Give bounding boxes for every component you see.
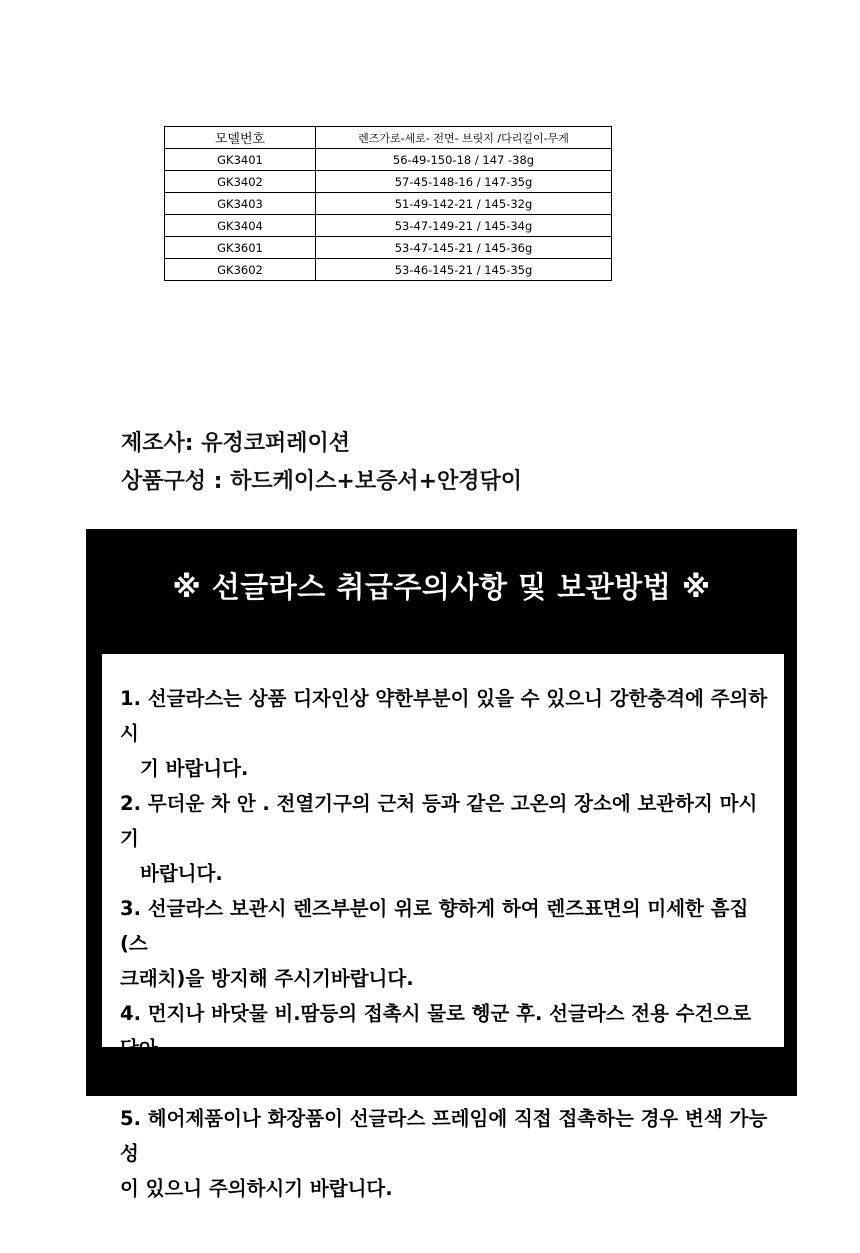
cell-spec: 51-49-142-21 / 145-32g	[316, 193, 612, 215]
table-row	[165, 259, 612, 281]
care-item-line: 기 바랍니다.	[140, 757, 249, 780]
manufacturer-line: 제조사: 유정코퍼레이션	[121, 431, 350, 456]
care-item-line: 5. 헤어제품이나 화장품이 선글라스 프레임에 직접 접촉하는 경우 변색 가능성	[120, 1107, 768, 1165]
cell-spec: 53-46-145-21 / 145-35g	[316, 259, 612, 281]
care-item	[120, 681, 770, 786]
care-panel	[86, 529, 797, 1200]
care-instructions-box	[102, 654, 784, 1200]
cell-model: GK3402	[165, 171, 316, 193]
cell-spec: 57-45-148-16 / 147-35g	[316, 171, 612, 193]
table-row	[165, 149, 612, 171]
care-item-line: 1. 선글라스는 상품 디자인상 약한부분이 있을 수 있으니 강한충격에 주의하시	[120, 687, 768, 745]
cell-model: GK3403	[165, 193, 316, 215]
cell-spec: 53-47-145-21 / 145-36g	[316, 237, 612, 259]
care-item	[120, 786, 770, 891]
table-row	[165, 215, 612, 237]
care-item-line: 주시기 바랍니다.	[120, 1072, 267, 1095]
care-item-line: 4. 먼지나 바닷물 비.땀등의 접촉시 물로 헹군 후. 선글라스 전용 수건으로 닦아	[120, 1002, 752, 1060]
cell-model: GK3401	[165, 149, 316, 171]
care-item-line: 이 있으니 주의하시기 바랍니다.	[120, 1177, 393, 1200]
care-title: ※ 선글라스 취급주의사항 및 보관방법 ※	[172, 570, 711, 604]
cell-model: GK3601	[165, 237, 316, 259]
cell-model: GK3602	[165, 259, 316, 281]
cell-spec: 53-47-149-21 / 145-34g	[316, 215, 612, 237]
spec-table	[164, 126, 612, 281]
table-row	[165, 193, 612, 215]
care-item-line: 크래치)을 방지해 주시기바랍니다.	[120, 967, 414, 990]
care-item-line: 2. 무더운 차 안 . 전열기구의 근처 등과 같은 고온의 장소에 보관하지 마시기	[120, 792, 758, 850]
table-row	[165, 237, 612, 259]
care-item	[120, 1101, 770, 1206]
care-item	[120, 996, 770, 1101]
cell-model: GK3404	[165, 215, 316, 237]
maker-info	[121, 425, 522, 501]
header-model: 모델번호	[165, 127, 316, 149]
table-header-row	[165, 127, 612, 149]
table-row	[165, 171, 612, 193]
care-item-line: 3. 선글라스 보관시 렌즈부분이 위로 향하게 하여 렌즈표면의 미세한 흠집 (스	[120, 897, 749, 955]
components-line: 상품구성 : 하드케이스+보증서+안경닦이	[121, 469, 523, 494]
header-spec: 렌즈가로-세로- 전면- 브릿지 /다리길이-무게	[316, 127, 612, 149]
care-item	[120, 891, 770, 996]
care-item-line: 바랍니다.	[140, 862, 223, 885]
cell-spec: 56-49-150-18 / 147 -38g	[316, 149, 612, 171]
